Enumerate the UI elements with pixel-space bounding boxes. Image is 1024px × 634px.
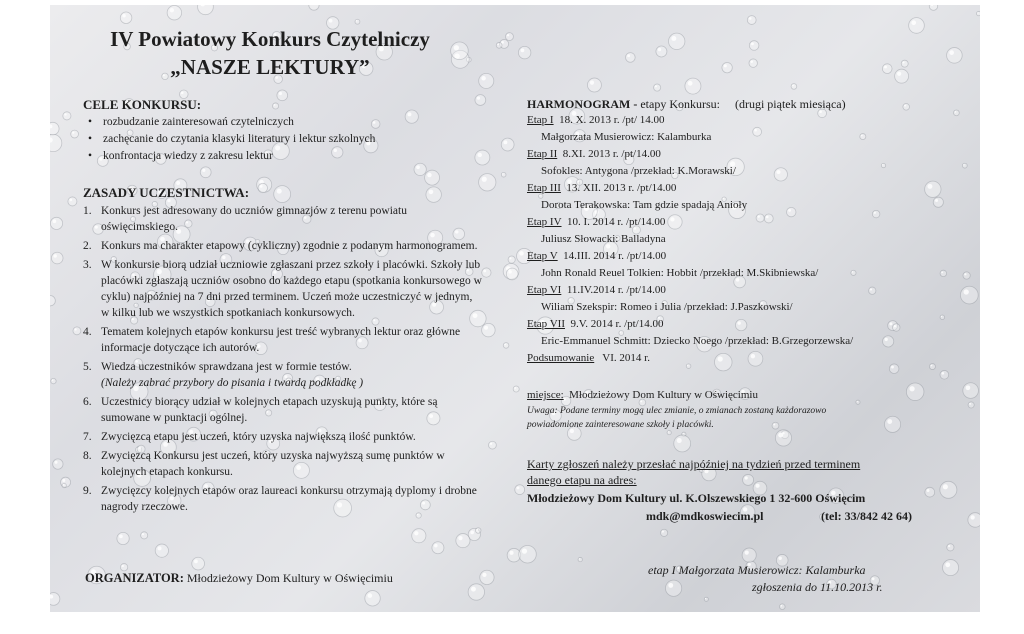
- water-drop: [274, 186, 291, 203]
- water-drop: [654, 84, 661, 91]
- rule-item: 8. Zwycięzcą Konkursu jest uczeń, który uzyska najwyższą sumę punktów w kolejnych etapach konkursu.: [83, 450, 445, 478]
- water-drop: [869, 287, 876, 294]
- water-drop: [856, 400, 860, 404]
- water-drop: [909, 18, 925, 34]
- water-drop: [475, 528, 480, 533]
- water-drop: [925, 181, 941, 197]
- water-drop: [715, 353, 733, 371]
- registration-line-1: Karty zgłoszeń należy przesłać najpóźniej na tydzień przed terminem: [527, 457, 861, 471]
- water-drop: [167, 6, 181, 20]
- water-drop: [482, 268, 491, 277]
- water-drop: [940, 370, 949, 379]
- water-drop: [929, 364, 935, 370]
- rule-item: 9. Zwycięzcy kolejnych etapów oraz laureaci konkursu otrzymają dyplomy i drobne nagrody rzeczowe.: [83, 485, 477, 513]
- water-drop: [50, 134, 62, 151]
- water-drop: [704, 597, 708, 601]
- water-drop: [940, 481, 957, 498]
- rule-item: 6. Uczestnicy biorący udział w kolejnych etapach uzyskują punkty, które są sumowane w punktacji ogólnej.: [83, 396, 438, 424]
- water-drop: [963, 272, 970, 279]
- stage-3-date: Etap III 13. XII. 2013 r. /pt/14.00: [527, 182, 677, 194]
- water-drop: [774, 168, 787, 181]
- stage-1-date: Etap I 18. X. 2013 r. /pt/ 14.00: [527, 114, 665, 126]
- goals-heading: CELE KONKURSU:: [83, 97, 202, 112]
- water-drop: [480, 570, 494, 584]
- stage-6-date: Etap VI 11.IV.2014 r. /pt/14.00: [527, 284, 666, 296]
- rule-item: 7. Zwycięzcą etapu jest uczeń, który uzyska największą ilość punktów.: [83, 431, 416, 443]
- stage-5-date: Etap V 14.III. 2014 r. /pt/14.00: [527, 250, 667, 262]
- goals-list: [83, 114, 503, 165]
- rule-item: 2. Konkurs ma charakter etapowy (cykliczny) zgodnie z podanym harmonogramem.: [83, 240, 478, 252]
- water-drop: [925, 487, 935, 497]
- water-drop: [722, 62, 732, 72]
- goal-item: • zachęcanie do czytania klasyki literatury i lektur szkolnych: [83, 131, 503, 148]
- registration-email: mdk@mdkoswiecim.pl: [646, 509, 764, 523]
- water-drop: [50, 593, 60, 606]
- stage-4-date: Etap IV 10. I. 2014 r. /pt/14.00: [527, 216, 666, 228]
- water-drop: [506, 268, 518, 280]
- water-drop: [479, 174, 496, 191]
- water-drop: [414, 163, 426, 175]
- water-drop: [503, 343, 509, 349]
- poster-sheet: [50, 5, 980, 612]
- water-drop: [960, 286, 978, 304]
- water-drop: [660, 529, 667, 536]
- place: miejsce: Młodzieżowy Dom Kultury w Oświęcimiu: [527, 389, 758, 401]
- water-drop: [273, 103, 279, 109]
- water-drop: [665, 580, 681, 596]
- stage-7-book: Eric-Emmanuel Schmitt: Dziecko Noego /przekład: B.Grzegorzewska/: [541, 335, 854, 347]
- water-drop: [903, 104, 910, 111]
- water-drop: [943, 560, 959, 576]
- place-note-2: powiadomione zainteresowane szkoły i placówki.: [527, 420, 714, 430]
- rule-item: 5. Wiedza uczestników sprawdzana jest w formie testów. (Należy zabrać przybory do pisania i twardą podkładkę ): [83, 361, 364, 389]
- water-drop: [674, 435, 691, 452]
- water-drop: [496, 42, 502, 48]
- place-note-1: Uwaga: Podane terminy mogą ulec zmianie, o zmianach zostaną każdorazowo: [527, 406, 827, 416]
- water-drop: [933, 197, 943, 207]
- water-drop: [940, 270, 946, 276]
- water-drop: [539, 194, 543, 198]
- water-drop: [63, 112, 71, 120]
- water-drop: [929, 5, 937, 10]
- water-drop: [962, 163, 967, 168]
- stage-4-book: Juliusz Słowacki: Balladyna: [541, 233, 666, 245]
- water-drop: [893, 324, 900, 331]
- poster-title: IV Powiatowy Konkurs Czytelniczy: [110, 27, 430, 51]
- stage-1-book: Małgorzata Musierowicz: Kalamburka: [541, 131, 712, 143]
- water-drop: [355, 19, 360, 24]
- water-drop: [192, 557, 205, 570]
- water-drop: [668, 215, 682, 229]
- water-drop: [947, 544, 954, 551]
- water-drop: [475, 95, 486, 106]
- water-drop: [117, 532, 129, 544]
- water-drop: [50, 122, 59, 135]
- water-drop: [71, 130, 79, 138]
- water-drop: [787, 207, 796, 216]
- water-drop: [883, 336, 894, 347]
- water-drop: [947, 48, 963, 64]
- water-drop: [508, 256, 515, 263]
- water-drop: [872, 210, 879, 217]
- water-drop: [753, 127, 762, 136]
- rule-item: 4. Tematem kolejnych etapów konkursu jest treść wybranych lektur oraz główne informacje dotyczące ich autorów.: [83, 326, 461, 354]
- water-drop: [432, 542, 444, 554]
- rule-item: 1. Konkurs jest adresowany do uczniów gimnazjów z terenu powiatu oświęcimskiego.: [83, 205, 407, 233]
- water-drop: [53, 459, 63, 469]
- rules-list: [83, 203, 483, 518]
- water-drop: [68, 197, 77, 206]
- water-drop: [963, 383, 979, 399]
- water-drop: [954, 110, 960, 116]
- water-drop: [587, 78, 601, 92]
- poster-subtitle: „NASZE LEKTURY”: [170, 55, 370, 79]
- water-drop: [669, 33, 685, 49]
- water-drop: [73, 327, 81, 335]
- water-drop: [501, 172, 506, 177]
- water-drop: [309, 5, 319, 10]
- water-drop: [258, 183, 267, 192]
- water-drop: [51, 378, 56, 383]
- water-drop: [743, 474, 754, 485]
- water-drop: [748, 351, 763, 366]
- water-drop: [889, 364, 899, 374]
- water-drop: [468, 584, 484, 600]
- water-drop: [141, 532, 148, 539]
- water-drop: [851, 270, 856, 275]
- water-drop: [747, 16, 756, 25]
- goal-item: • konfrontacja wiedzy z zakresu lektur: [83, 148, 503, 165]
- goal-item: • rozbudzanie zainteresowań czytelniczych: [83, 114, 503, 131]
- water-drop: [277, 90, 288, 101]
- water-drop: [120, 12, 132, 24]
- water-drop: [519, 545, 537, 563]
- water-drop: [775, 430, 791, 446]
- registration-address: Młodzieżowy Dom Kultury ul. K.Olszewskiego 1 32-600 Oświęcim: [527, 491, 866, 505]
- water-drop: [742, 548, 756, 562]
- stage-2-book: Sofokles: Antygona /przekład: K.Morawski/: [541, 165, 736, 177]
- stage-2-date: Etap II 8.XI. 2013 r. /pt/14.00: [527, 148, 661, 160]
- water-drop: [667, 431, 671, 435]
- water-drop: [365, 591, 380, 606]
- water-drop: [940, 315, 944, 319]
- water-drop: [901, 60, 908, 67]
- water-drop: [51, 252, 63, 264]
- stage-3-book: Dorota Terakowska: Tam gdzie spadają Anioły: [541, 199, 748, 211]
- water-drop: [882, 64, 892, 74]
- water-drop: [968, 513, 980, 528]
- water-drop: [50, 296, 55, 306]
- water-drop: [513, 386, 519, 392]
- water-drop: [155, 544, 168, 557]
- water-drop: [425, 170, 440, 185]
- water-drop: [906, 383, 924, 401]
- registration-phone: (tel: 33/842 42 64): [821, 509, 912, 523]
- water-drop: [200, 167, 211, 178]
- water-drop: [860, 134, 866, 140]
- water-drop: [772, 422, 779, 429]
- water-drop: [895, 69, 909, 83]
- rules-heading: ZASADY UCZESTNICTWA:: [83, 185, 250, 200]
- water-drop: [686, 364, 691, 369]
- handwritten-line-1: etap I Małgorzata Musierowicz: Kalamburka: [648, 563, 866, 577]
- water-drop: [756, 214, 764, 222]
- water-drop: [749, 59, 757, 67]
- water-drop: [412, 529, 426, 543]
- water-drop: [518, 46, 530, 58]
- water-drop: [884, 416, 900, 432]
- water-drop: [426, 187, 441, 202]
- stage-5-book: John Ronald Reuel Tolkien: Hobbit /przekład: M.Skibniewska/: [541, 267, 819, 279]
- water-drop: [482, 323, 495, 336]
- rule-item: 3. W konkursie biorą udział uczniowie zgłaszani przez szkoły i placówki. Szkoły lub placówki zgłaszają uczniów osobno do każdego etapu (spotkania konkursowego w cyklu) najpóźniej na 7 dni przed terminem. Uczeń może uczestniczyć w jednym, w kilku lub we wszystkich spotkaniach konkursowych.: [83, 259, 482, 319]
- water-drop: [456, 534, 470, 548]
- water-drop: [488, 441, 496, 449]
- summary: Podsumowanie VI. 2014 r.: [527, 352, 650, 364]
- water-drop: [501, 138, 514, 151]
- registration-line-2: danego etapu na adres:: [527, 473, 637, 487]
- stage-6-book: Wiliam Szekspir: Romeo i Julia /przekład: J.Paszkowski/: [541, 301, 793, 313]
- water-drop: [977, 11, 980, 15]
- water-drop: [968, 402, 974, 408]
- water-drop: [881, 163, 885, 167]
- water-drop: [685, 78, 701, 94]
- water-drop: [515, 485, 525, 495]
- water-drop: [791, 84, 797, 90]
- water-drop: [656, 46, 667, 57]
- water-drop: [735, 319, 746, 330]
- water-drop: [479, 73, 494, 88]
- water-drop: [764, 214, 773, 223]
- water-drop: [120, 564, 127, 571]
- organizer: ORGANIZATOR: Młodzieżowy Dom Kultury w Oświęcimiu: [85, 571, 393, 585]
- water-drop: [62, 483, 66, 487]
- water-drop: [626, 53, 636, 63]
- water-drop: [578, 557, 582, 561]
- water-drop: [505, 33, 513, 41]
- stage-7-date: Etap VII 9.V. 2014 r. /pt/14.00: [527, 318, 664, 330]
- water-drop: [198, 5, 214, 15]
- water-drop: [50, 217, 62, 229]
- water-drop: [779, 604, 785, 610]
- handwritten-line-2: zgłoszenia do 11.10.2013 r.: [752, 580, 883, 594]
- water-drop: [749, 41, 759, 51]
- schedule-heading: HARMONOGRAM - etapy Konkursu: (drugi piątek miesiąca): [527, 97, 846, 111]
